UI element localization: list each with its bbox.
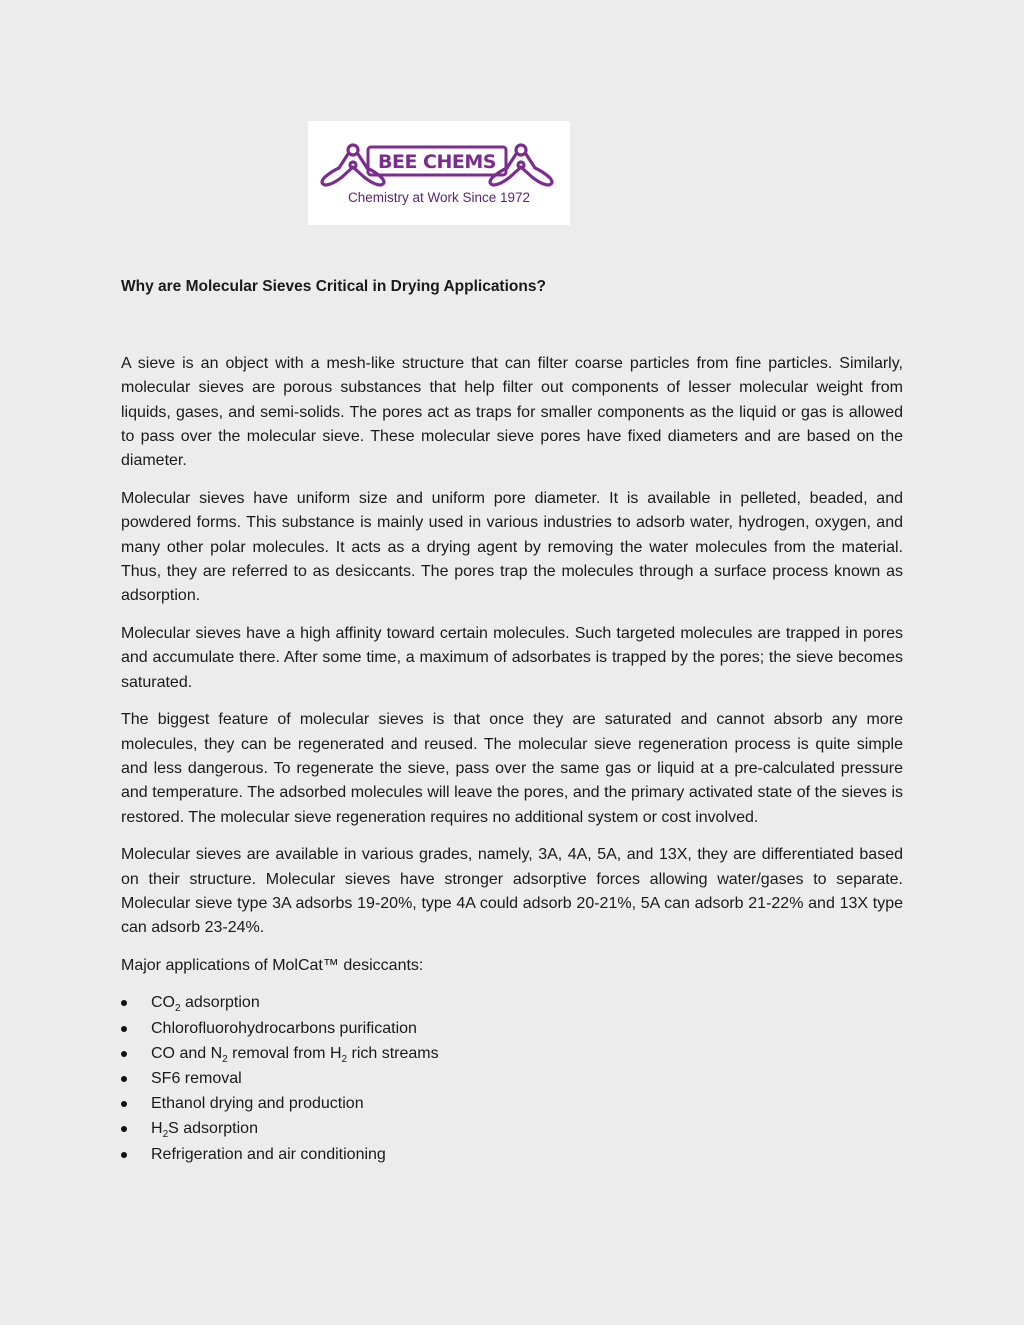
- article-body: [121, 352, 903, 1167]
- bullet-icon: [121, 1152, 127, 1158]
- bullet-icon: [121, 1000, 127, 1006]
- bullet-icon: [121, 1126, 127, 1132]
- page-title: Why are Molecular Sieves Critical in Drying Applications?: [121, 278, 546, 295]
- list-item: $H_2S$ adsorption: [121, 1116, 903, 1141]
- bullet-icon: [121, 1101, 127, 1107]
- list-item: Chlorofluorohydrocarbons purification: [121, 1016, 903, 1041]
- logo-tagline: Chemistry at Work Since 1972: [347, 190, 531, 205]
- list-item: CO and $N_2$ removal from $H_2$ rich streams: [121, 1041, 903, 1066]
- applications-list: [121, 990, 903, 1166]
- paragraph-regeneration: The biggest feature of molecular sieves is that once they are saturated and cannot absorb any more molecules, they can be regenerated and reused. The molecular sieve regeneration process is quite simple and less dangerous. To regenerate the sieve, pass over the same gas or liquid at a pre-calculated pressure and temperature. The adsorbed molecules will leave the pores, and the primary activated state of the sieves is restored. The molecular sieve regeneration requires no additional system or cost involved.: [121, 711, 903, 826]
- applications-heading: Major applications of MolCat™ desiccants:: [121, 957, 424, 975]
- paragraph-grades: Molecular sieves are available in various grades, namely, 3A, 4A, 5A, and 13X, they are differentiated based on their structure. Molecular sieves have stronger adsorptive forces allowing water/gases to separate. Molecular sieve type 3A adsorbs 19-20%, type 4A could adsorb 20-21%, 5A can adsorb 21-22% and 13X type can adsorb 23-24%.: [121, 846, 903, 937]
- bullet-icon: [121, 1051, 127, 1057]
- list-item: SF6 removal: [121, 1066, 903, 1091]
- paragraph-intro: A sieve is an object with a mesh-like structure that can filter coarse particles from fine particles. Similarly, molecular sieves are porous substances that help filter out components of lesser molecular weight from liquids, gases, and semi-solids. The pores act as traps for smaller components as the liquid or gas is allowed to pass over the molecular sieve. These molecular sieve pores have fixed diameters and are based on the diameter.: [121, 355, 903, 470]
- logo-graphic: [308, 121, 570, 225]
- list-item: $CO_2$ adsorption: [121, 990, 903, 1015]
- list-item: Refrigeration and air conditioning: [121, 1142, 903, 1167]
- paragraph-affinity: Molecular sieves have a high affinity toward certain molecules. Such targeted molecules are trapped in pores and accumulate there. After some time, a maximum of adsorbates is trapped by the pores; the sieve becomes saturated.: [121, 624, 903, 691]
- bullet-icon: [121, 1076, 127, 1082]
- bee-chems-logo: [308, 121, 570, 225]
- logo-brand-text: BEE CHEMS: [378, 151, 496, 173]
- list-item: Ethanol drying and production: [121, 1091, 903, 1116]
- bullet-icon: [121, 1026, 127, 1032]
- paragraph-properties: Molecular sieves have uniform size and uniform pore diameter. It is available in pelleted, beaded, and powdered forms. This substance is mainly used in various industries to adsorb water, hydrogen, oxygen, and many other polar molecules. It acts as a drying agent by removing the water molecules from the material. Thus, they are referred to as desiccants. The pores trap the molecules through a surface process known as adsorption.: [121, 489, 903, 605]
